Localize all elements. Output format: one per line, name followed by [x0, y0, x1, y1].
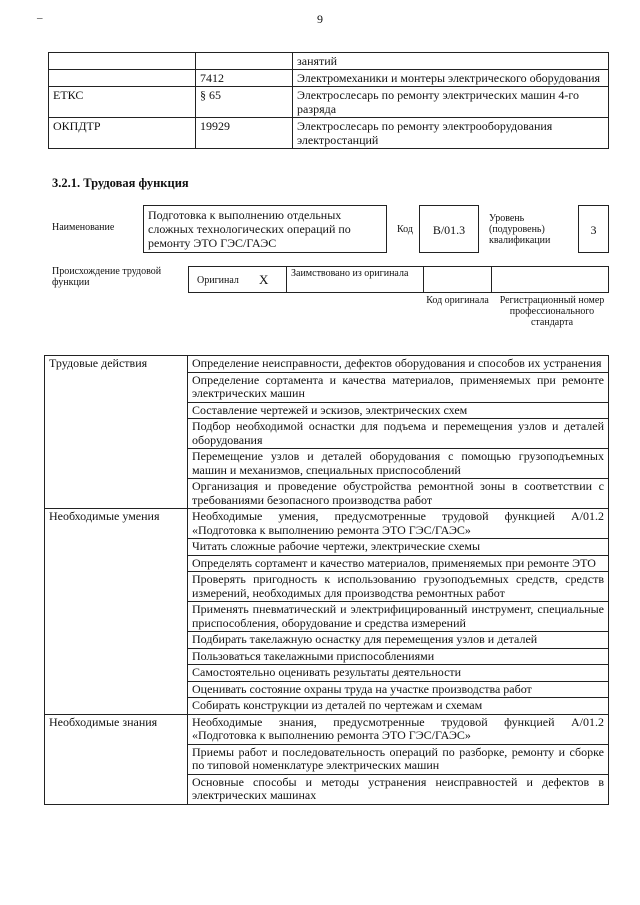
- description-cell: Определение сортамента и качества материалов, применяемых при ремонте электрических машин: [188, 372, 609, 402]
- description-cell: Перемещение узлов и деталей оборудования с помощью грузоподъемных машин и механизмов, специальных приспособлений: [188, 449, 609, 479]
- table-row: [49, 70, 609, 87]
- category-cell: Необходимые умения: [45, 509, 188, 715]
- description-cell: Подбор необходимой оснастки для подъема и перемещения узлов и деталей оборудования: [188, 419, 609, 449]
- table-cell: ЕТКС: [49, 87, 196, 118]
- table-row: [49, 53, 609, 70]
- table-row: [49, 118, 609, 149]
- corner-mark: –: [37, 12, 43, 24]
- original-mark: X: [259, 272, 269, 287]
- name-label: Наименование: [52, 222, 115, 233]
- table-cell: 7412: [196, 70, 293, 87]
- description-cell: Пользоваться такелажными приспособлениями: [188, 648, 609, 665]
- table-cell: Электромеханики и монтеры электрического оборудования: [293, 70, 609, 87]
- description-cell: Составление чертежей и эскизов, электрических схем: [188, 402, 609, 419]
- category-cell: Необходимые знания: [45, 714, 188, 804]
- table-cell: § 65: [196, 87, 293, 118]
- table-cell: Электрослесарь по ремонту электрических машин 4-го разряда: [293, 87, 609, 118]
- description-cell: Основные способы и методы устранения неисправностей и дефектов в электрических машинах: [188, 774, 609, 804]
- description-cell: Необходимые умения, предусмотренные трудовой функцией A/01.2 «Подготовка к выполнению ремонта ЭТО ГЭС/ГАЭС»: [188, 509, 609, 539]
- category-cell: Трудовые действия: [45, 356, 188, 509]
- description-cell: Приемы работ и последовательность операций по разборке, ремонту и сборке по типовой номенклатуре электрических машин: [188, 744, 609, 774]
- original-code-cell: [423, 266, 492, 293]
- description-cell: Определение неисправности, дефектов оборудования и способов их устранения: [188, 356, 609, 373]
- function-code-value: B/01.3: [419, 205, 479, 253]
- description-cell: Проверять пригодность к использованию грузоподъемных средств, средств измерений, необходимых для производства ремонтных работ: [188, 572, 609, 602]
- description-cell: Собирать конструкции из деталей по чертежам и схемам: [188, 698, 609, 715]
- code-label: Код: [397, 224, 413, 235]
- table-cell: [49, 53, 196, 70]
- description-cell: Читать сложные рабочие чертежи, электрические схемы: [188, 539, 609, 556]
- reg-number-cell: [491, 266, 609, 293]
- table-row: [49, 87, 609, 118]
- table-row: [45, 509, 609, 539]
- description-cell: Оценивать состояние охраны труда на участке производства работ: [188, 681, 609, 698]
- classification-table: [48, 52, 609, 149]
- function-name-value: Подготовка к выполнению отдельных сложных технологических операций по ремонту ЭТО ГЭС/ГАЭС: [143, 205, 387, 253]
- reg-caption: Регистрационный номер профессионального стандарта: [499, 295, 605, 328]
- description-cell: Определять сортамент и качество материалов, применяемых при ремонте ЭТО: [188, 555, 609, 572]
- description-cell: Подбирать такелажную оснастку для перемещения узлов и деталей: [188, 632, 609, 649]
- description-cell: Применять пневматический и электрифицированный инструмент, специальные приспособления, оборудование и средства измерений: [188, 602, 609, 632]
- code-caption: Код оригинала: [426, 295, 489, 306]
- table-cell: ОКПДТР: [49, 118, 196, 149]
- table-cell: занятий: [293, 53, 609, 70]
- table-cell: [49, 70, 196, 87]
- table-row: [45, 714, 609, 744]
- table-row: [45, 356, 609, 373]
- description-cell: Необходимые знания, предусмотренные трудовой функцией A/01.2 «Подготовка к выполнению ремонта ЭТО ГЭС/ГАЭС»: [188, 714, 609, 744]
- borrowed-label: Заимствовано из оригинала: [286, 266, 424, 293]
- original-box: [188, 266, 287, 293]
- page-number: 9: [317, 12, 323, 26]
- level-value: 3: [578, 205, 609, 253]
- description-cell: Самостоятельно оценивать результаты деятельности: [188, 665, 609, 682]
- table-cell: [196, 53, 293, 70]
- level-label: Уровень (подуровень) квалификации: [489, 213, 551, 246]
- section-title: 3.2.1. Трудовая функция: [52, 176, 189, 190]
- original-label: Оригинал: [197, 275, 239, 286]
- origin-label: Происхождение трудовой функции: [52, 266, 162, 288]
- table-cell: Электрослесарь по ремонту электрооборудования электростанций: [293, 118, 609, 149]
- function-detail-table: [44, 355, 609, 805]
- table-cell: 19929: [196, 118, 293, 149]
- description-cell: Организация и проведение обустройства ремонтной зоны в соответствии с требованиями безопасного производства работ: [188, 479, 609, 509]
